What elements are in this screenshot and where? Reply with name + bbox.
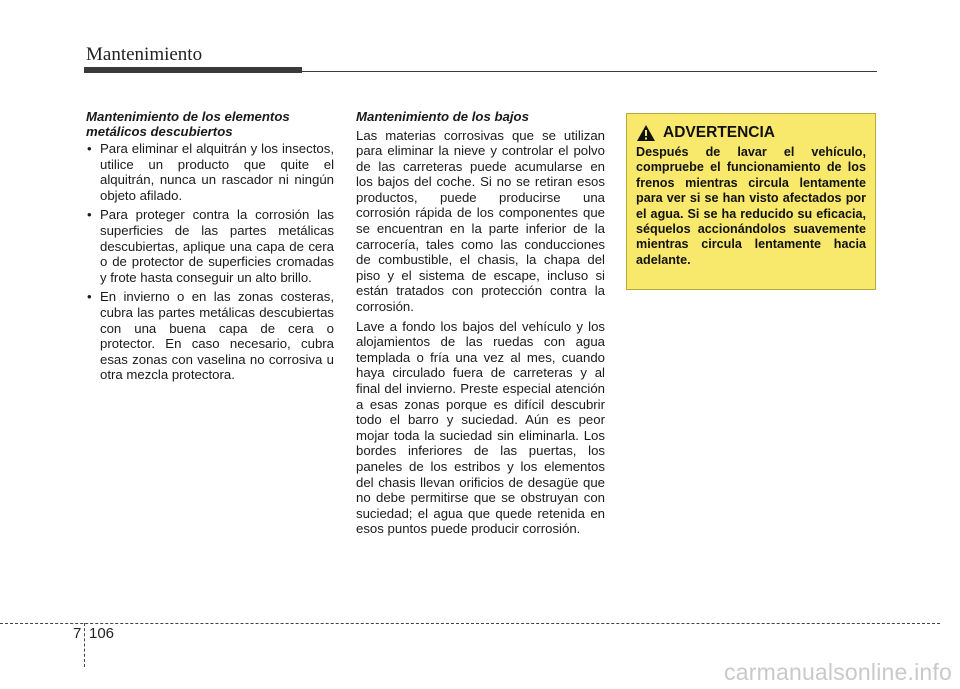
- section-title-underbody: Mantenimiento de los bajos: [356, 109, 529, 124]
- bullet-list: [86, 141, 334, 383]
- section-title-metal: Mantenimiento de los elementos metálicos descubiertos: [86, 109, 290, 139]
- middle-column: [356, 110, 605, 541]
- bullet-item: • Para proteger contra la corrosión las superficies de las partes metálicas descubiertas, aplique una capa de cera o de protector de superficies cromadas y frote hasta conseguir un alto brillo.: [86, 207, 334, 285]
- warning-triangle-icon: [636, 124, 656, 142]
- warning-text: Después de lavar el vehículo, compruebe el funcionamiento de los frenos mientras circula lentamente para ver si se han visto afectados por el agua. Si se ha reducido su eficacia, séquelos accionándolos suavemente mientras circula lentamente hacia adelante.: [636, 145, 866, 267]
- page-number: 106: [89, 625, 115, 642]
- header-title: Mantenimiento: [86, 44, 203, 65]
- warning-title: ADVERTENCIA: [663, 124, 775, 141]
- footer-divider: [0, 623, 940, 624]
- left-column: [86, 110, 334, 387]
- watermark: carmanualsonline.info: [724, 659, 952, 685]
- bullet-item: • En invierno o en las zonas costeras, cubra las partes metálicas descubiertas con una buena capa de cera o protector. En caso necesario, cubra esas zonas con vaselina no corrosiva u otra mezcla protectora.: [86, 289, 334, 383]
- header-rule: [302, 71, 877, 72]
- paragraph: Lave a fondo los bajos del vehículo y los alojamientos de las ruedas con agua templada o fría una vez al mes, cuando haya circulado fuera de carreteras y al final del invierno. Preste especial atención a esas zonas porque es difícil descubrir todo el barro y suciedad. Aún es peor mojar toda la suciedad sin eliminarla. Los bordes inferiores de las puertas, los paneles de los estribos y los elementos del chasis llevan orificios de desagüe que no debe permitirse que se obstruyan con suciedad; el agua que quede retenida en esos puntos puede producir corrosión.: [356, 318, 605, 537]
- paragraph: Las materias corrosivas que se utilizan para eliminar la nieve y controlar el polvo de las carreteras puede acumularse en los bajos del coche. Si no se retiran esos productos, puede producirse una corrosión rápida de los componentes que se encuentran en la parte inferior de la carrocería, tales como las conducciones de combustible, el chasis, la chapa del piso y el sistema de escape, incluso si están tratados con protección contra la corrosión.: [356, 127, 605, 315]
- footer-vertical-divider: [84, 623, 85, 667]
- header-bar: [84, 67, 302, 73]
- bullet-item: • Para eliminar el alquitrán y los insectos, utilice un producto que quite el alquitrán, nunca un rascador ni ningún objeto afilado.: [86, 141, 334, 203]
- warning-header: [636, 124, 866, 142]
- chapter-number: 7: [73, 625, 82, 642]
- warning-box: [626, 113, 876, 290]
